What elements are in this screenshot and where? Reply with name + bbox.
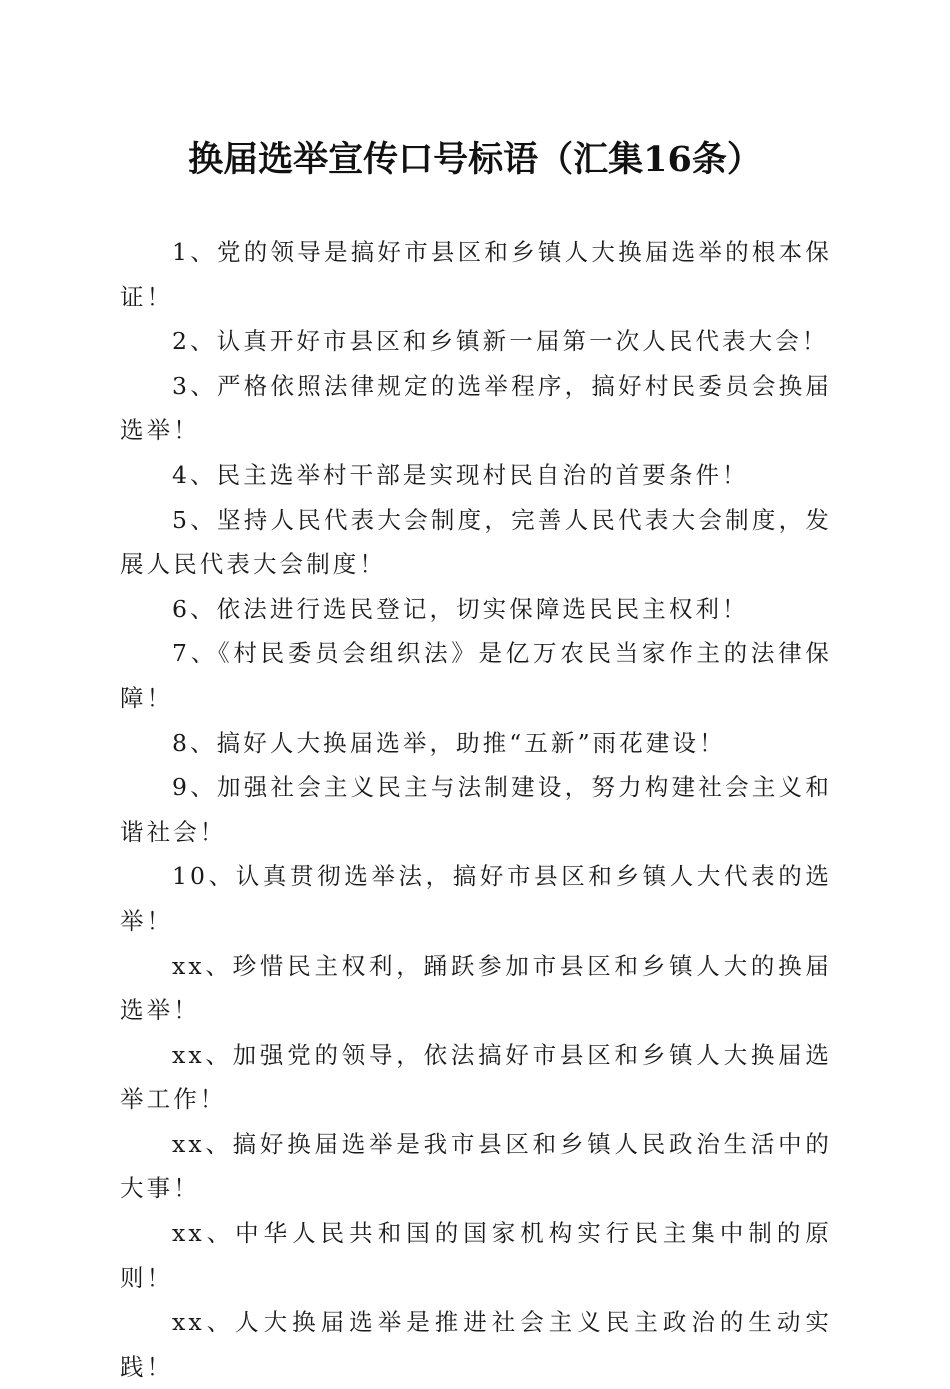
slogan-item: xx、人大换届选举是推进社会主义民主政治的生动实践！ [120,1308,832,1381]
document-title: 换届选举宣传口号标语（汇集16条） [188,139,762,180]
slogan-item: xx、加强党的领导，依法搞好市县区和乡镇人大换届选举工作！ [120,1040,832,1114]
slogan-item: 7、《村民委员会组织法》是亿万农民当家作主的法律保障！ [120,639,832,712]
slogan-list [120,230,832,1389]
slogan-item: 1、党的领导是搞好市县区和乡镇人大换届选举的根本保证！ [120,238,832,311]
slogan-item: 3、严格依照法律规定的选举程序，搞好村民委员会换届选举！ [120,371,832,445]
slogan-item: 8、搞好人大换届选举，助推“五新”雨花建设！ [172,728,726,757]
slogan-item: 9、加强社会主义民主与法制建设，努力构建社会主义和谐社会！ [120,773,832,846]
slogan-item: 4、民主选举村干部是实现村民自治的首要条件！ [172,460,749,489]
slogan-item: 2、认真开好市县区和乡镇新一届第一次人民代表大会！ [172,327,829,356]
slogan-item: 5、坚持人民代表大会制度，完善人民代表大会制度，发展人民代表大会制度！ [120,505,832,579]
slogan-item: xx、中华人民共和国的国家机构实行民主集中制的原则！ [120,1219,832,1292]
slogan-item: 6、依法进行选民登记，切实保障选民民主权利！ [172,594,749,623]
slogan-item: 10、认真贯彻选举法，搞好市县区和乡镇人大代表的选举！ [120,862,832,935]
slogan-item: xx、珍惜民主权利，踊跃参加市县区和乡镇人大的换届选举！ [120,951,832,1025]
slogan-item: xx、搞好换届选举是我市县区和乡镇人民政治生活中的大事！ [120,1129,832,1203]
